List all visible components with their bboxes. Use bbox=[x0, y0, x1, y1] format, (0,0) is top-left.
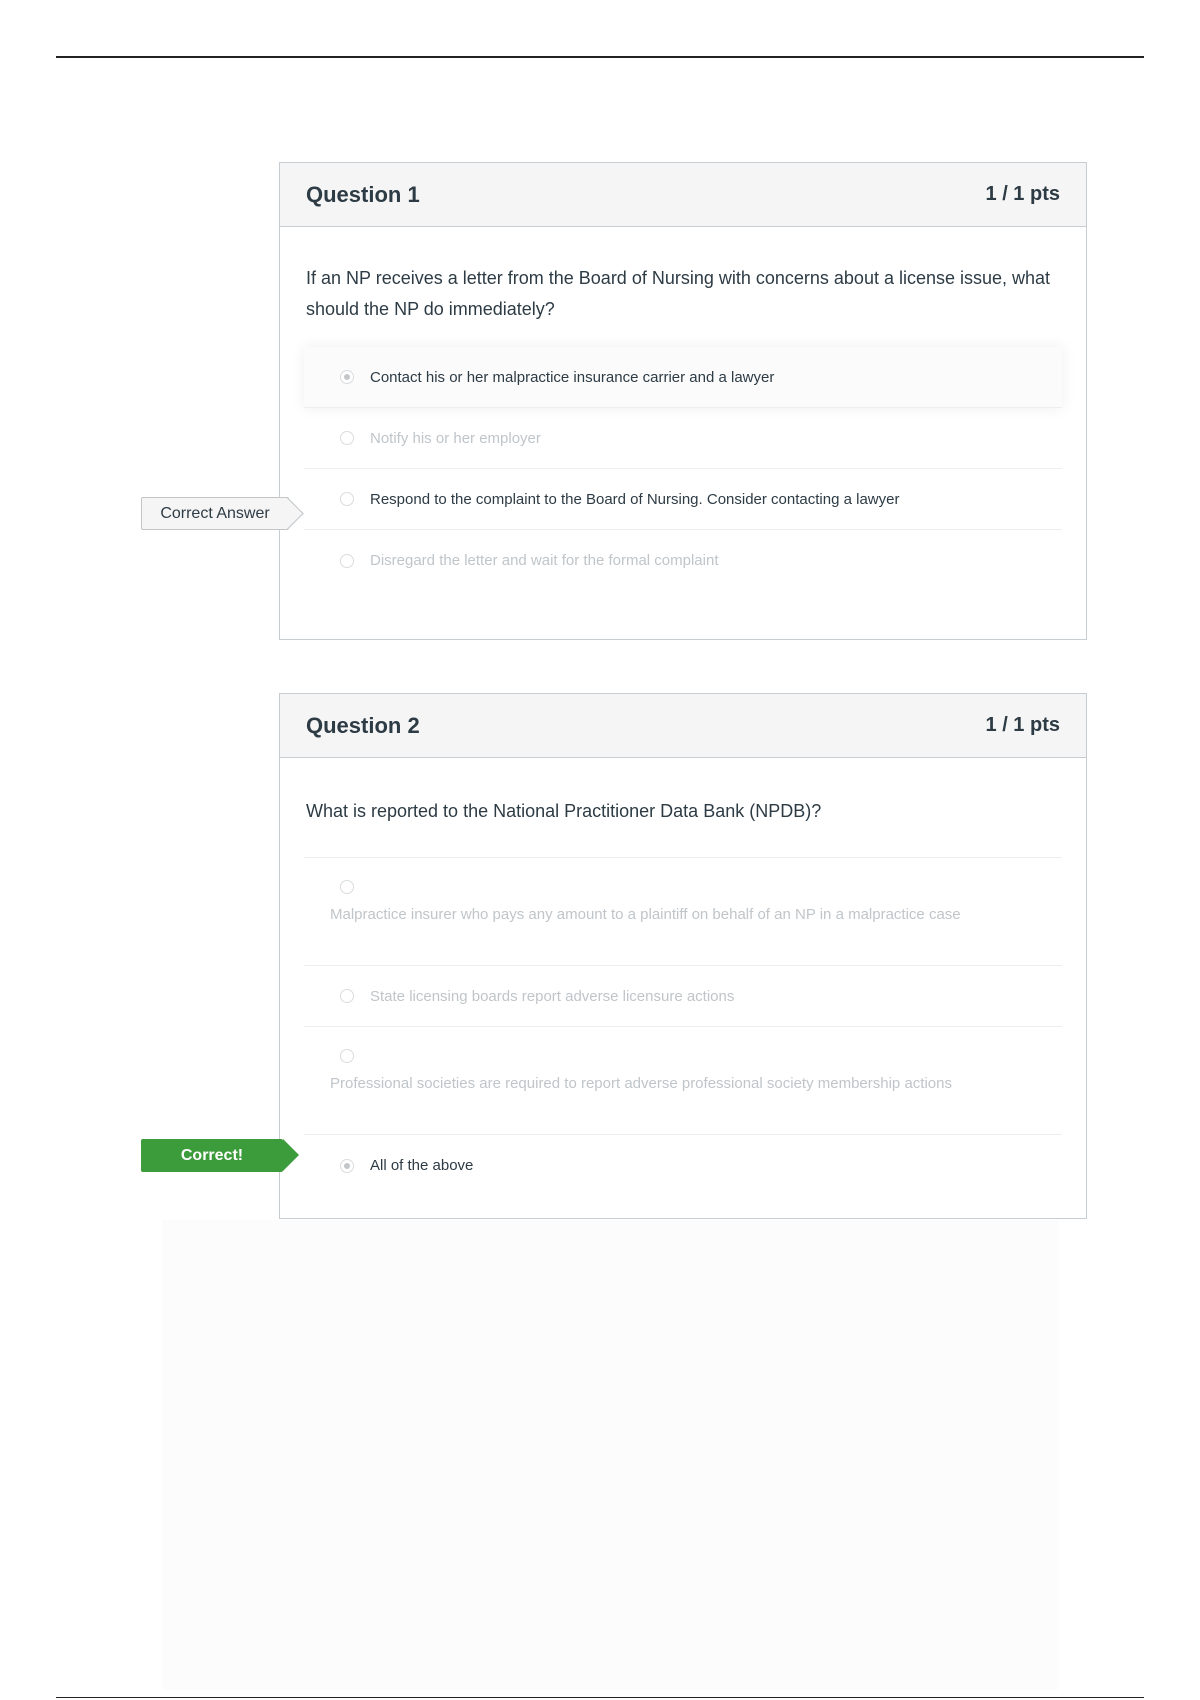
radio-icon[interactable] bbox=[340, 431, 354, 445]
question-1-header bbox=[280, 163, 1086, 227]
q1-answer-1[interactable] bbox=[304, 347, 1062, 408]
bottom-rule bbox=[56, 1697, 1144, 1698]
q1-answer-2[interactable] bbox=[304, 408, 1062, 469]
question-2-text: What is reported to the National Practitioner Data Bank (NPDB)? bbox=[306, 801, 822, 821]
correct-flag-label: Correct! bbox=[180, 1146, 244, 1164]
q1-answer-2-label: Notify his or her employer bbox=[370, 429, 541, 447]
radio-icon[interactable] bbox=[340, 554, 354, 568]
correct-answer-flag bbox=[141, 497, 289, 530]
question-2-header bbox=[280, 694, 1086, 758]
q2-answer-1[interactable] bbox=[304, 858, 1062, 966]
q1-answer-3[interactable] bbox=[304, 469, 1062, 530]
page-shade bbox=[162, 1220, 1058, 1690]
question-1-answers bbox=[304, 347, 1062, 591]
question-1-text: If an NP receives a letter from the Board of Nursing with concerns about a license issue, what should the NP do immediately? bbox=[306, 268, 1051, 319]
q1-answer-1-label: Contact his or her malpractice insurance carrier and a lawyer bbox=[370, 368, 775, 386]
correct-answer-flag-label: Correct Answer bbox=[160, 504, 270, 522]
q1-answer-4-label: Disregard the letter and wait for the formal complaint bbox=[370, 552, 719, 569]
q1-answer-4[interactable] bbox=[304, 530, 1062, 591]
radio-icon[interactable] bbox=[340, 492, 354, 506]
q2-answer-4[interactable] bbox=[304, 1135, 1062, 1196]
q2-answer-2[interactable] bbox=[304, 966, 1062, 1027]
q2-answer-4-label: All of the above bbox=[370, 1157, 474, 1174]
radio-icon[interactable] bbox=[340, 1049, 354, 1063]
radio-icon[interactable] bbox=[340, 880, 354, 894]
q2-answer-1-label: Malpractice insurer who pays any amount to a plaintiff on behalf of an NP in a malpractice case bbox=[330, 906, 961, 923]
q2-answer-2-label: State licensing boards report adverse licensure actions bbox=[370, 987, 735, 1005]
q2-answer-3-label: Professional societies are required to report adverse professional society membership actions bbox=[330, 1075, 952, 1092]
question-2-answers bbox=[304, 857, 1062, 1196]
radio-selected-icon[interactable] bbox=[340, 1159, 354, 1173]
question-1-points: 1 / 1 pts bbox=[985, 183, 1060, 205]
question-1-card bbox=[279, 162, 1087, 640]
question-1-title: Question 1 bbox=[306, 181, 420, 207]
question-2-title: Question 2 bbox=[306, 712, 420, 738]
question-2-card bbox=[279, 693, 1087, 1219]
radio-selected-icon[interactable] bbox=[340, 370, 354, 384]
top-rule bbox=[56, 56, 1144, 58]
correct-flag bbox=[141, 1139, 283, 1172]
q2-answer-3[interactable] bbox=[304, 1027, 1062, 1135]
question-2-points: 1 / 1 pts bbox=[985, 714, 1060, 736]
radio-icon[interactable] bbox=[340, 989, 354, 1003]
q1-answer-3-label: Respond to the complaint to the Board of Nursing. Consider contacting a lawyer bbox=[370, 490, 900, 508]
